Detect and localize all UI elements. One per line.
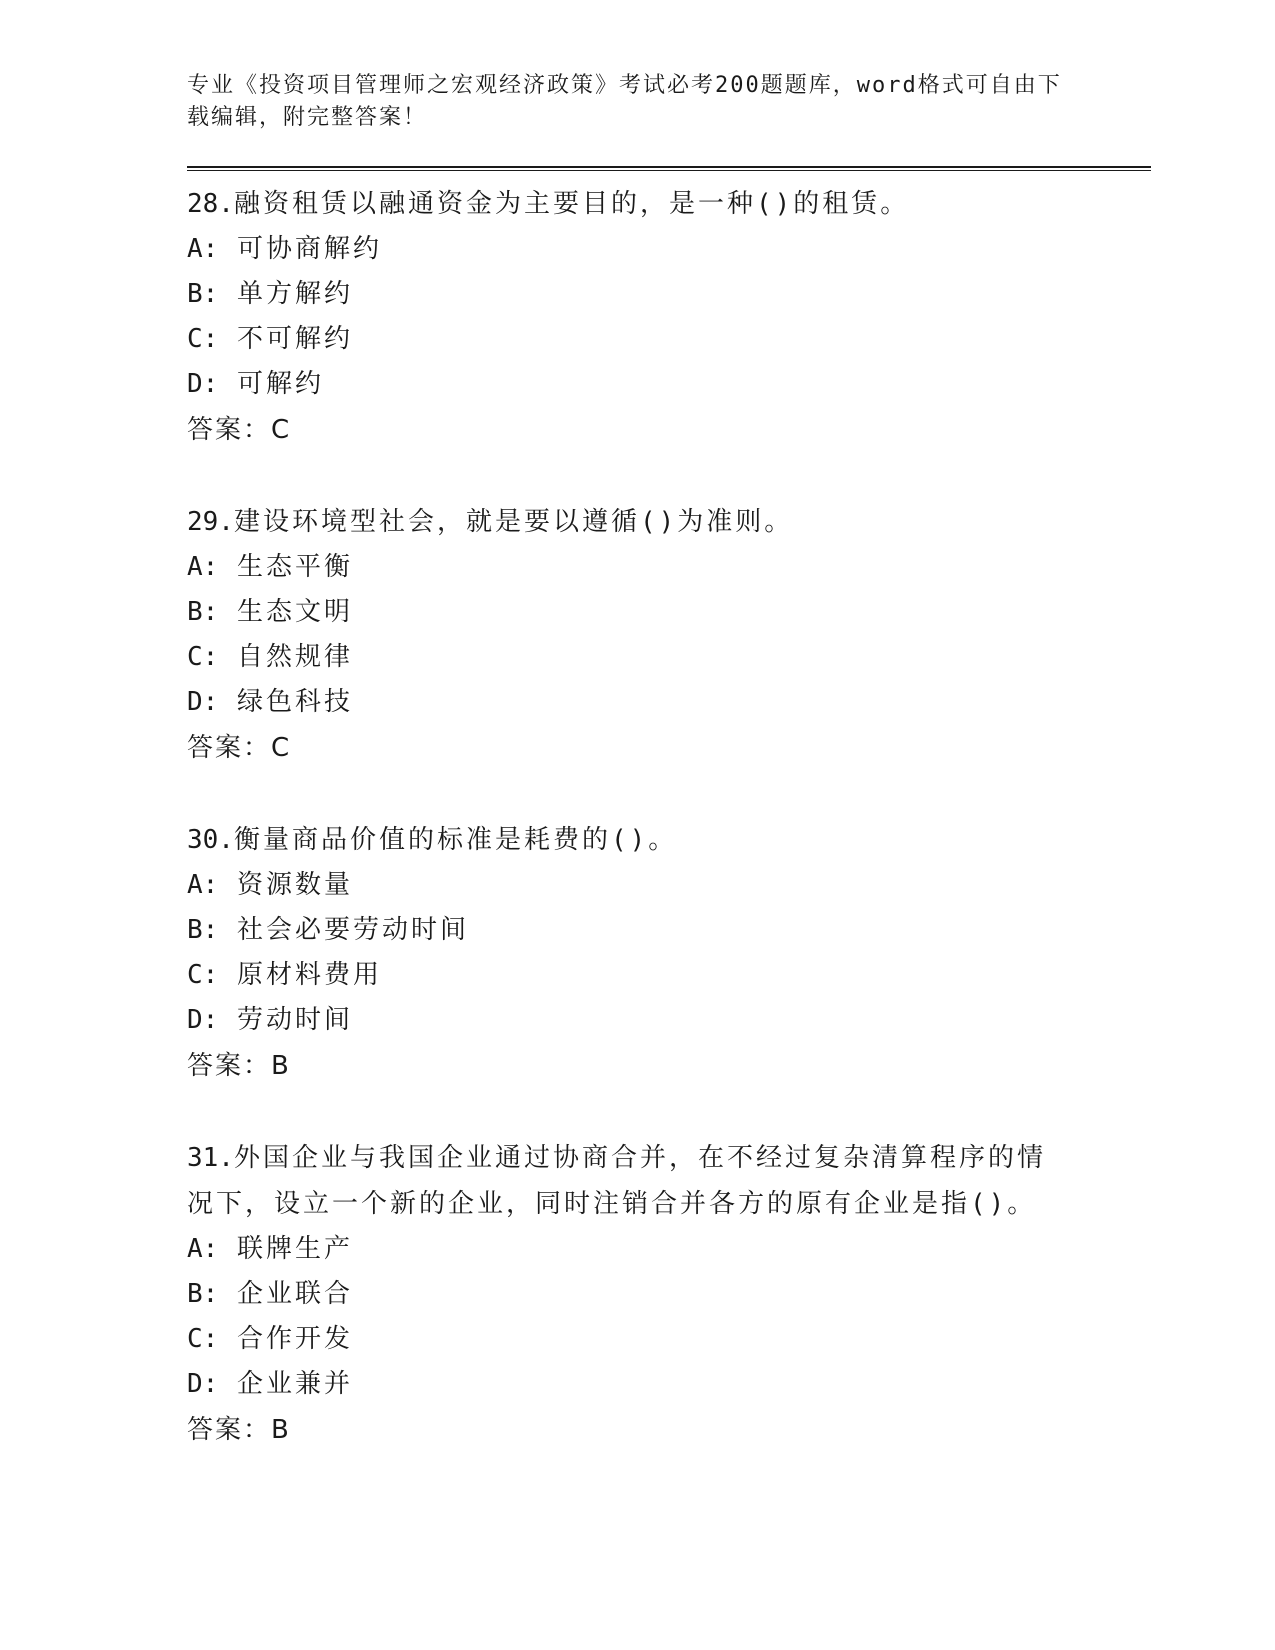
option-a: [187, 227, 1147, 272]
option-c: [187, 953, 1147, 998]
question-30: [187, 817, 1147, 1089]
option-a: [187, 1227, 1147, 1272]
option-text: 合作开发: [236, 1324, 353, 1354]
option-text: 绿色科技: [236, 687, 353, 717]
option-d: [187, 1362, 1147, 1407]
answer-line: 答案：C: [187, 415, 292, 445]
option-key: D:: [187, 687, 219, 717]
option-a: [187, 545, 1147, 590]
question-number: 29.: [187, 507, 234, 537]
option-c: [187, 1317, 1147, 1362]
option-key: B:: [187, 597, 219, 627]
option-text: 可协商解约: [236, 234, 382, 264]
option-key: A:: [187, 870, 219, 900]
question-stem: [187, 181, 1067, 227]
option-text: 原材料费用: [236, 960, 382, 990]
option-key: D:: [187, 369, 219, 399]
option-key: B:: [187, 1279, 219, 1309]
option-b: [187, 1272, 1147, 1317]
question-number: 30.: [187, 825, 234, 855]
option-key: C:: [187, 324, 219, 354]
question-29: [187, 499, 1147, 771]
question-31: [187, 1135, 1147, 1453]
option-key: D:: [187, 1369, 219, 1399]
option-c: [187, 635, 1147, 680]
header-divider: [187, 166, 1151, 171]
question-stem: [187, 1135, 1067, 1227]
option-text: 联牌生产: [236, 1234, 353, 1264]
option-key: C:: [187, 642, 219, 672]
option-key: B:: [187, 915, 219, 945]
option-text: 不可解约: [236, 324, 353, 354]
option-key: C:: [187, 960, 219, 990]
option-text: 社会必要劳动时间: [236, 915, 469, 945]
option-text: 劳动时间: [236, 1005, 353, 1035]
option-key: D:: [187, 1005, 219, 1035]
answer-line: 答案：B: [187, 1415, 291, 1445]
option-d: [187, 998, 1147, 1043]
option-b: [187, 908, 1147, 953]
answer-line: 答案：B: [187, 1051, 291, 1081]
option-a: [187, 863, 1147, 908]
question-text: 外国企业与我国企业通过协商合并，在不经过复杂清算程序的情况下，设立一个新的企业，同时注销合并各方的原有企业是指()。: [187, 1143, 1046, 1219]
option-key: B:: [187, 279, 219, 309]
option-d: [187, 680, 1147, 725]
option-text: 生态文明: [236, 597, 353, 627]
option-key: A:: [187, 234, 219, 264]
option-key: C:: [187, 1324, 219, 1354]
option-text: 企业联合: [236, 1279, 353, 1309]
option-text: 资源数量: [236, 870, 353, 900]
question-number: 28.: [187, 189, 234, 219]
option-b: [187, 590, 1147, 635]
option-d: [187, 362, 1147, 407]
question-stem: [187, 817, 1067, 863]
question-stem: [187, 499, 1067, 545]
option-text: 自然规律: [236, 642, 353, 672]
question-text: 建设环境型社会，就是要以遵循()为准则。: [233, 507, 794, 537]
question-number: 31.: [187, 1143, 234, 1173]
option-text: 可解约: [236, 369, 324, 399]
option-text: 企业兼并: [236, 1369, 353, 1399]
option-key: A:: [187, 552, 219, 582]
option-c: [187, 317, 1147, 362]
option-text: 生态平衡: [236, 552, 353, 582]
question-text: 衡量商品价值的标准是耗费的()。: [233, 825, 678, 855]
document-page: [187, 70, 1147, 1453]
option-text: 单方解约: [236, 279, 353, 309]
option-key: A:: [187, 1234, 219, 1264]
question-28: [187, 181, 1147, 453]
option-b: [187, 272, 1147, 317]
question-text: 融资租赁以融通资金为主要目的，是一种()的租赁。: [233, 189, 910, 219]
document-header: 专业《投资项目管理师之宏观经济政策》考试必考200题题库，word格式可自由下载编辑，附完整答案！: [187, 73, 1062, 130]
answer-line: 答案：C: [187, 733, 292, 763]
